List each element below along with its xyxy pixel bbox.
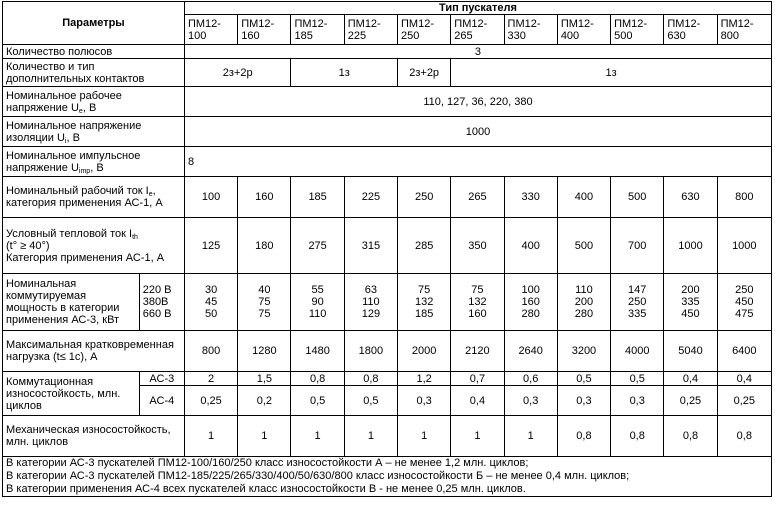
value-cell: 4000	[611, 331, 664, 372]
contacts-value: 2з+2р	[398, 59, 451, 87]
value-cell: 5040	[664, 331, 717, 372]
contacts-row	[3, 59, 772, 87]
starter-type-header: Тип пускателя	[184, 2, 771, 15]
impulse-value: 8	[184, 147, 771, 177]
value-cell: 0,5	[557, 372, 610, 386]
power-values: 100 160 280	[504, 274, 557, 331]
value-cell: 315	[344, 218, 397, 274]
value-cell: 0,25	[717, 386, 771, 416]
power-values: 250 450 475	[717, 274, 771, 331]
value-cell: 0,8	[291, 372, 344, 386]
type-cell: ПМ12-265	[451, 15, 504, 45]
value-cell: 0,3	[557, 386, 610, 416]
type-cell: ПМ12-800	[717, 15, 771, 45]
value-cell: 1	[504, 416, 557, 457]
value-cell: 1	[184, 416, 237, 457]
value-cell: 285	[398, 218, 451, 274]
value-cell: 1280	[238, 331, 291, 372]
value-cell: 0,3	[398, 386, 451, 416]
value-cell: 1	[238, 416, 291, 457]
value-cell: 0,8	[557, 416, 610, 457]
value-cell: 1	[451, 416, 504, 457]
poles-value: 3	[184, 45, 771, 59]
value-cell: 100	[184, 177, 237, 218]
value-cell: 350	[451, 218, 504, 274]
value-cell: 2640	[504, 331, 557, 372]
type-cell: ПМ12-400	[557, 15, 610, 45]
ac3-label: АС-3	[139, 372, 184, 386]
value-cell: 0,5	[344, 386, 397, 416]
starter-spec-table	[2, 1, 772, 497]
value-cell: 6400	[717, 331, 771, 372]
value-cell: 700	[611, 218, 664, 274]
power-values: 75 132 160	[451, 274, 504, 331]
power-values: 147 250 335	[611, 274, 664, 331]
row-label: Номинальное рабочее напряжение $U_e$, В	[3, 87, 185, 117]
value-cell: 275	[291, 218, 344, 274]
value-cell: 180	[238, 218, 291, 274]
value-cell: 1	[344, 416, 397, 457]
insulation-value: 1000	[184, 117, 771, 147]
type-cell: ПМ12-225	[344, 15, 397, 45]
poles-row	[3, 45, 772, 59]
value-cell: 500	[611, 177, 664, 218]
power-values: 110 200 280	[557, 274, 610, 331]
row-label: Количество полюсов	[3, 45, 185, 59]
notes-row	[3, 457, 772, 497]
type-cell: ПМ12-330	[504, 15, 557, 45]
value-cell: 1	[291, 416, 344, 457]
value-cell: 2120	[451, 331, 504, 372]
notes-cell	[3, 457, 772, 497]
voltage-row	[3, 87, 772, 117]
value-cell: 500	[557, 218, 610, 274]
value-cell: 0,7	[451, 372, 504, 386]
value-cell: 0,6	[504, 372, 557, 386]
type-cell: ПМ12-160	[238, 15, 291, 45]
row-label: Номинальное напряжение изоляции $U_i$, В	[3, 117, 185, 147]
note-line: В категории АС-3 пускателей ПМ12-100/160/250 класс износостойкости А – не менее 1,2 млн. циклов;	[6, 457, 529, 469]
value-cell: 1,2	[398, 372, 451, 386]
value-cell: 0,4	[717, 372, 771, 386]
row-label: Номинальный рабочий ток $I_e$, категория применения АС-1, А	[3, 177, 185, 218]
type-cell: ПМ12-630	[664, 15, 717, 45]
overload-row	[3, 331, 772, 372]
value-cell: 1000	[717, 218, 771, 274]
power-values: 30 45 50	[184, 274, 237, 331]
row-label: Механическая износостойкость, млн. циклов	[3, 416, 185, 457]
value-cell: 250	[398, 177, 451, 218]
row-label: Максимальная кратковременная нагрузка (t≤ 1с), А	[3, 331, 185, 372]
value-cell: 1800	[344, 331, 397, 372]
value-cell: 0,5	[291, 386, 344, 416]
value-cell: 800	[717, 177, 771, 218]
contacts-value: 1з	[451, 59, 772, 87]
value-cell: 1480	[291, 331, 344, 372]
note-line: В категории АС-3 пускателей ПМ12-185/225/265/330/400/50/630/800 класс износостойкости Б – не менее 0,4 млн. циклов;	[6, 470, 630, 482]
mechanical-row	[3, 416, 772, 457]
power-voltage-labels: 220 В 380В 660 В	[139, 274, 184, 331]
value-cell: 630	[664, 177, 717, 218]
ac4-label: АС-4	[139, 386, 184, 416]
row-label: Условный тепловой ток $I_{th}$ (t° ≥ 40°) Категория применения АС-1, А	[3, 218, 185, 274]
type-cell: ПМ12-250	[398, 15, 451, 45]
value-cell: 1,5	[238, 372, 291, 386]
thermal-current-row	[3, 218, 772, 274]
value-cell: 0,25	[664, 386, 717, 416]
value-cell: 0,4	[451, 386, 504, 416]
value-cell: 0,5	[611, 372, 664, 386]
value-cell: 0,3	[504, 386, 557, 416]
power-values: 55 90 110	[291, 274, 344, 331]
row-label: Количество и тип дополнительных контактов	[3, 59, 185, 87]
work-current-row	[3, 177, 772, 218]
value-cell: 0,2	[238, 386, 291, 416]
value-cell: 0,4	[664, 372, 717, 386]
insulation-row	[3, 117, 772, 147]
value-cell: 125	[184, 218, 237, 274]
row-label: Коммутационная износостойкость, млн. циклов	[3, 372, 140, 416]
value-cell: 0,8	[611, 416, 664, 457]
value-cell: 1000	[664, 218, 717, 274]
type-cell: ПМ12-100	[184, 15, 237, 45]
params-header: Параметры	[3, 2, 185, 45]
contacts-value: 1з	[291, 59, 398, 87]
type-cell: ПМ12-185	[291, 15, 344, 45]
power-values: 200 335 450	[664, 274, 717, 331]
note-line: В категории применения АС-4 всех пускателей класс износостойкости В - не менее 0,25 млн. циклов.	[6, 483, 526, 495]
value-cell: 0,8	[664, 416, 717, 457]
value-cell: 185	[291, 177, 344, 218]
value-cell: 0,3	[611, 386, 664, 416]
impulse-row	[3, 147, 772, 177]
value-cell: 0,25	[184, 386, 237, 416]
value-cell: 800	[184, 331, 237, 372]
row-label: Номинальное импульсное напряжение $U_{imp}$, В	[3, 147, 185, 177]
power-values: 75 132 185	[398, 274, 451, 331]
switching-ac3-row	[3, 372, 772, 386]
row-label: Номинальная коммутируемая мощность в категории применения АС-3, кВт	[3, 274, 140, 331]
value-cell: 330	[504, 177, 557, 218]
value-cell: 2000	[398, 331, 451, 372]
power-values: 63 110 129	[344, 274, 397, 331]
value-cell: 0,8	[717, 416, 771, 457]
power-values: 40 75 75	[238, 274, 291, 331]
type-cell: ПМ12-500	[611, 15, 664, 45]
value-cell: 160	[238, 177, 291, 218]
value-cell: 400	[557, 177, 610, 218]
value-cell: 265	[451, 177, 504, 218]
power-row	[3, 274, 772, 331]
value-cell: 2	[184, 372, 237, 386]
voltage-value: 110, 127, 36, 220, 380	[184, 87, 771, 117]
value-cell: 400	[504, 218, 557, 274]
value-cell: 3200	[557, 331, 610, 372]
value-cell: 225	[344, 177, 397, 218]
contacts-value: 2з+2р	[184, 59, 291, 87]
value-cell: 1	[398, 416, 451, 457]
value-cell: 0,8	[344, 372, 397, 386]
